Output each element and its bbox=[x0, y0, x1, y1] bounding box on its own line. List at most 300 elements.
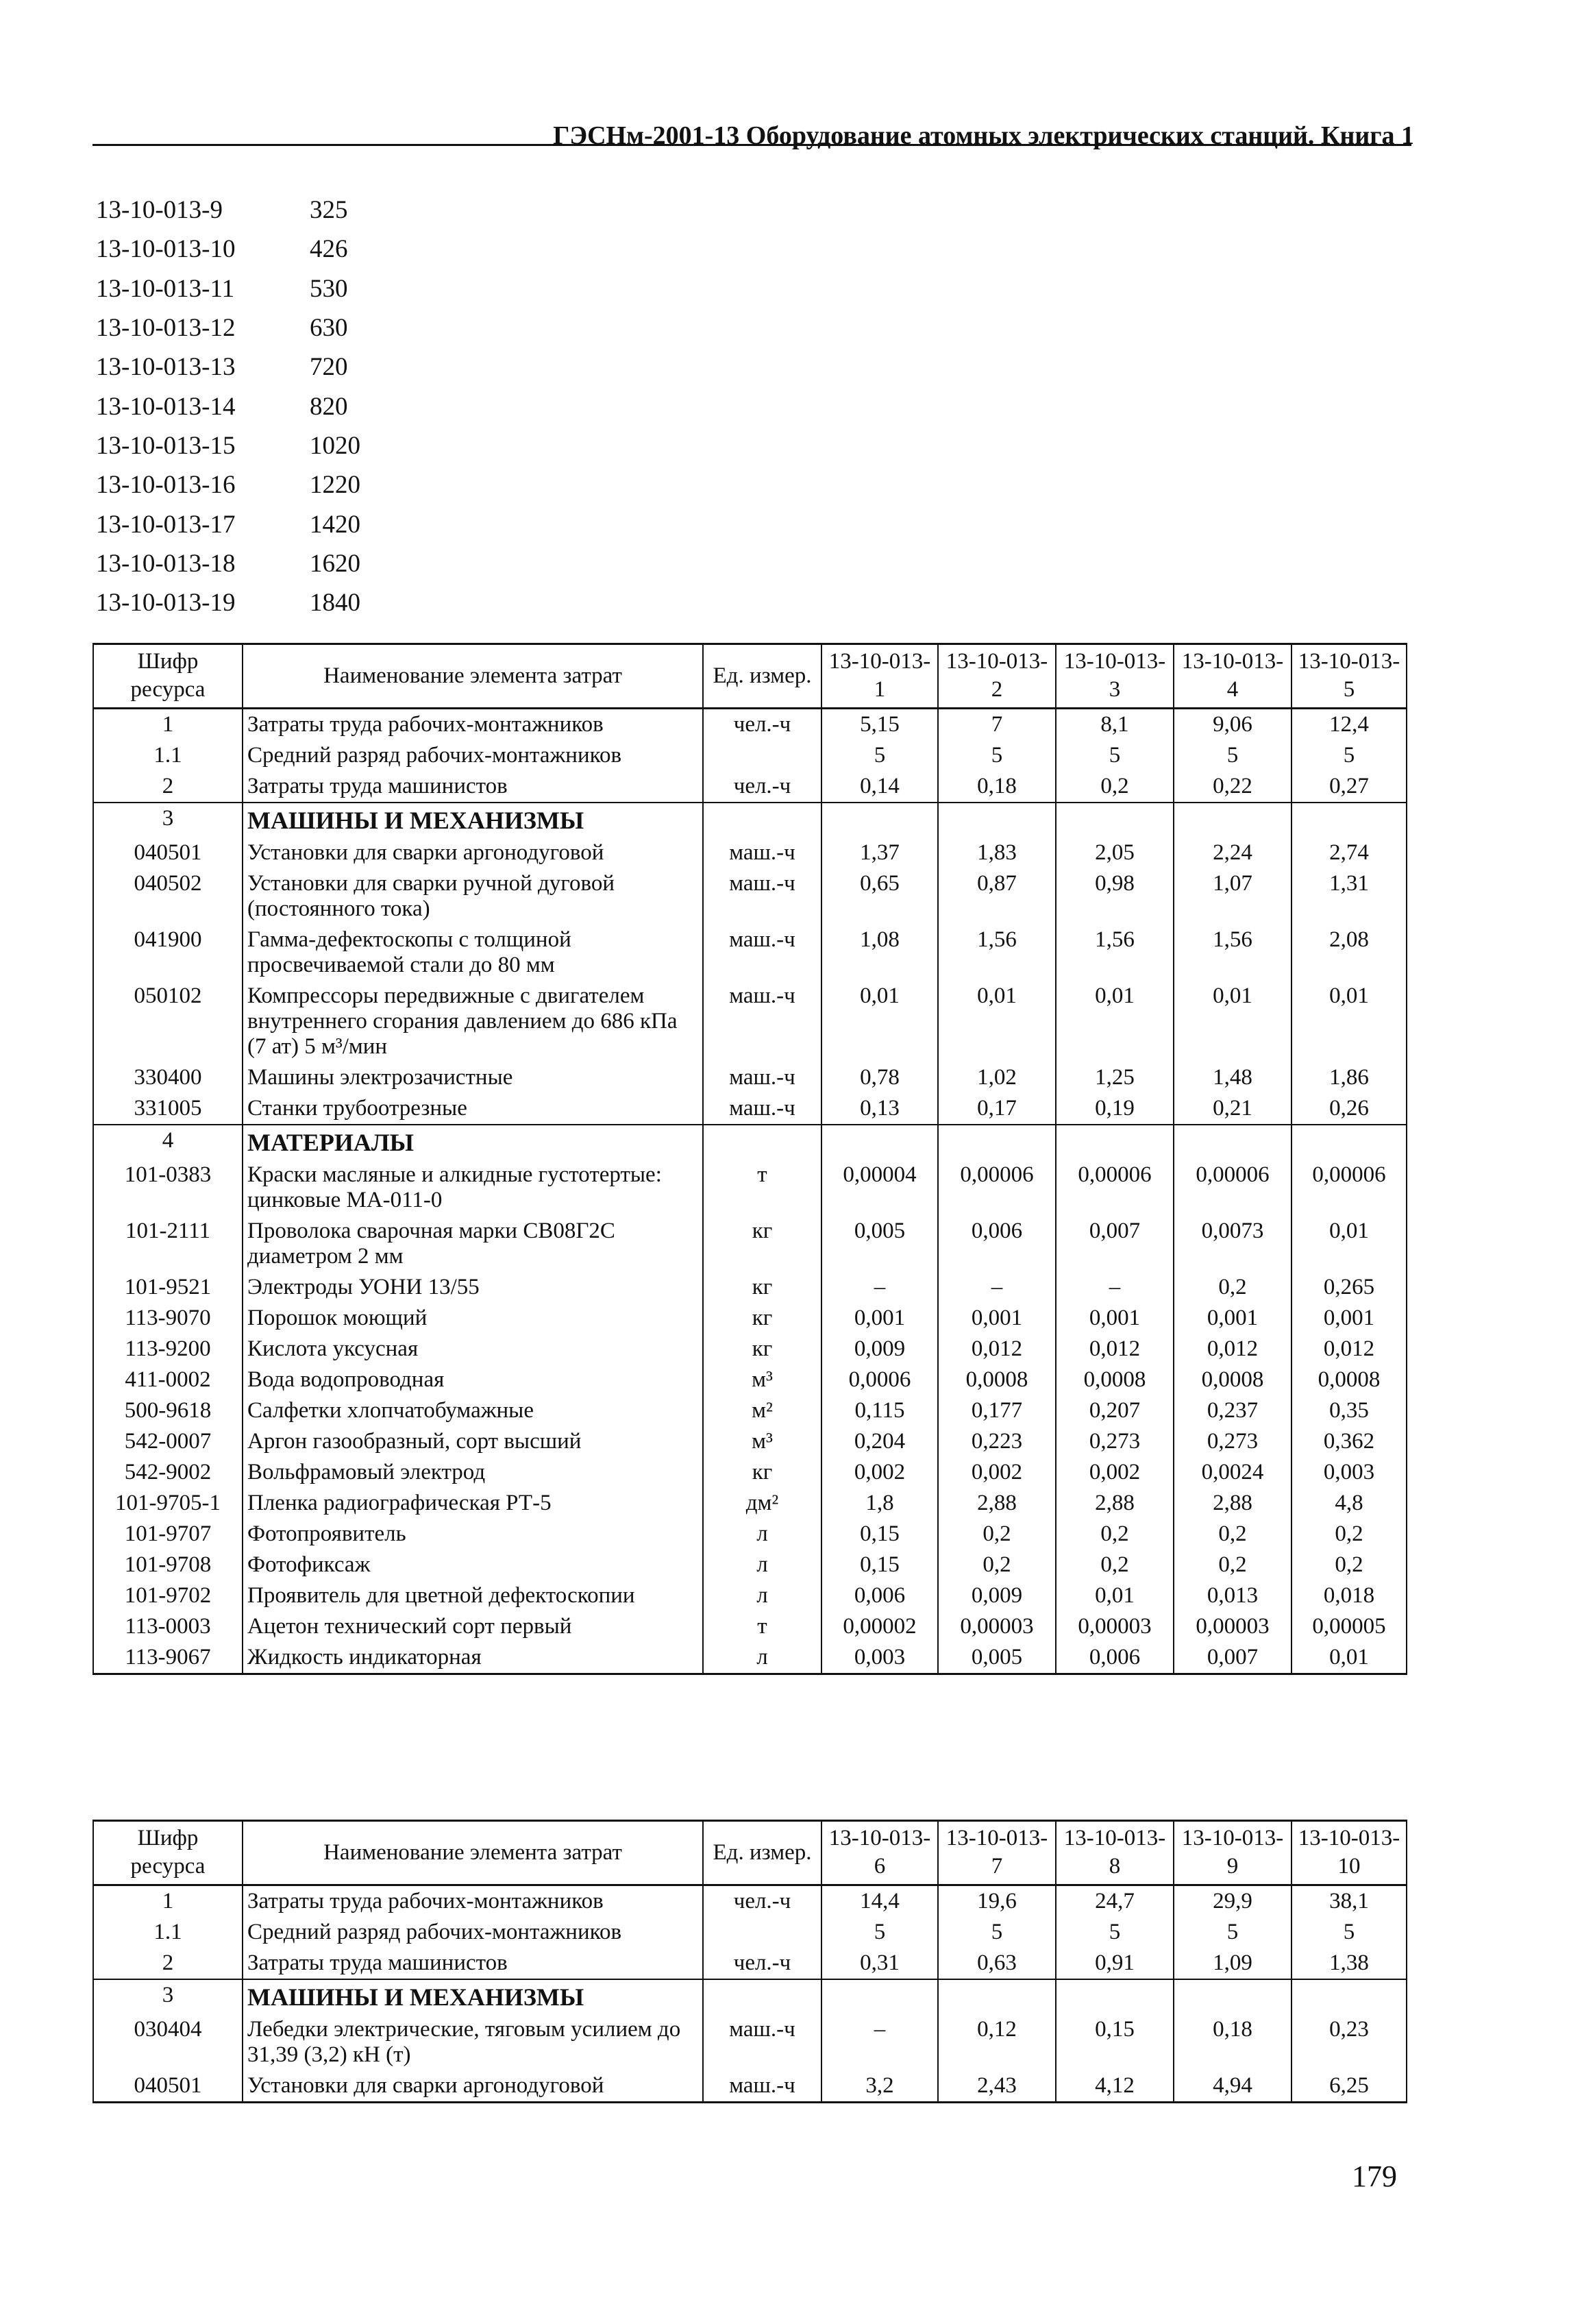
norm-value: 2,88 bbox=[938, 1488, 1056, 1519]
code-list-row bbox=[96, 426, 360, 465]
resource-name: Жидкость индикаторная bbox=[243, 1642, 703, 1674]
resource-name: Станки трубоотрезные bbox=[243, 1093, 703, 1125]
norm-value: 0,01 bbox=[938, 981, 1056, 1062]
norm-value: 19,6 bbox=[938, 1885, 1056, 1917]
resource-name: Фотофиксаж bbox=[243, 1550, 703, 1580]
norm-value: 0,01 bbox=[1291, 981, 1407, 1062]
norm-value: 0,87 bbox=[938, 868, 1056, 925]
item-diameter: 1220 bbox=[310, 471, 360, 500]
norm-value bbox=[1291, 1125, 1407, 1160]
resource-code: 040501 bbox=[93, 2070, 243, 2103]
norm-value: 1,08 bbox=[821, 925, 938, 981]
norm-value: 0,005 bbox=[821, 1216, 938, 1272]
table-row bbox=[93, 981, 1407, 1062]
norm-value: 0,01 bbox=[1056, 981, 1174, 1062]
norm-value: 0,91 bbox=[1056, 1948, 1174, 1979]
resource-name: Машины электрозачистные bbox=[243, 1062, 703, 1093]
resource-name: Вода водопроводная bbox=[243, 1365, 703, 1395]
item-code: 13-10-013-9 bbox=[96, 196, 223, 225]
norm-value: 0,2 bbox=[938, 1550, 1056, 1580]
resource-unit: т bbox=[703, 1611, 821, 1642]
resource-unit: маш.-ч bbox=[703, 837, 821, 868]
norm-value: 0,00004 bbox=[821, 1160, 938, 1216]
resource-name: Проявитель для цветной дефектоскопии bbox=[243, 1580, 703, 1611]
item-code: 13-10-013-19 bbox=[96, 589, 236, 617]
norm-value: 5 bbox=[1174, 740, 1291, 771]
resource-code: 1.1 bbox=[93, 740, 243, 771]
col-header-unit: Ед. измер. bbox=[703, 644, 821, 709]
table-row bbox=[93, 1365, 1407, 1395]
norm-value: 0,012 bbox=[1174, 1334, 1291, 1365]
norm-value: 0,00006 bbox=[1174, 1160, 1291, 1216]
resource-code: 113-0003 bbox=[93, 1611, 243, 1642]
code-list-row bbox=[96, 583, 360, 622]
resource-unit bbox=[703, 1125, 821, 1160]
norm-value: – bbox=[821, 1272, 938, 1303]
col-header-code: Шифр ресурса bbox=[93, 1821, 243, 1885]
resource-unit: кг bbox=[703, 1457, 821, 1488]
norm-value: 0,273 bbox=[1056, 1426, 1174, 1457]
norm-value: 12,4 bbox=[1291, 708, 1407, 740]
norm-value: 1,02 bbox=[938, 1062, 1056, 1093]
norm-value: 1,37 bbox=[821, 837, 938, 868]
resource-code: 330400 bbox=[93, 1062, 243, 1093]
norm-value: 0,001 bbox=[1174, 1303, 1291, 1334]
norm-value: 5 bbox=[1056, 740, 1174, 771]
norm-value: 9,06 bbox=[1174, 708, 1291, 740]
resource-unit: чел.-ч bbox=[703, 1885, 821, 1917]
resource-name: Порошок моющий bbox=[243, 1303, 703, 1334]
col-header-norm: 13-10-013-7 bbox=[938, 1821, 1056, 1885]
col-header-norm: 13-10-013-5 bbox=[1291, 644, 1407, 709]
norm-value bbox=[1291, 803, 1407, 837]
norm-value: 0,006 bbox=[938, 1216, 1056, 1272]
table-row bbox=[93, 1426, 1407, 1457]
norm-value: 0,01 bbox=[821, 981, 938, 1062]
resource-unit: т bbox=[703, 1160, 821, 1216]
col-header-norm: 13-10-013-4 bbox=[1174, 644, 1291, 709]
resource-unit: кг bbox=[703, 1216, 821, 1272]
norm-value: 0,362 bbox=[1291, 1426, 1407, 1457]
norm-value: 2,74 bbox=[1291, 837, 1407, 868]
resource-name: МАШИНЫ И МЕХАНИЗМЫ bbox=[243, 803, 703, 837]
resource-code: 041900 bbox=[93, 925, 243, 981]
resource-unit bbox=[703, 803, 821, 837]
resource-name: Кислота уксусная bbox=[243, 1334, 703, 1365]
resource-unit: чел.-ч bbox=[703, 1948, 821, 1979]
norm-value: 0,003 bbox=[821, 1642, 938, 1674]
norm-value: 4,12 bbox=[1056, 2070, 1174, 2103]
code-list-row bbox=[96, 230, 360, 269]
resource-name: МАШИНЫ И МЕХАНИЗМЫ bbox=[243, 1979, 703, 2014]
resource-code: 050102 bbox=[93, 981, 243, 1062]
norm-value: 0,2 bbox=[1291, 1550, 1407, 1580]
norm-value: 0,63 bbox=[938, 1948, 1056, 1979]
norm-value bbox=[1291, 1979, 1407, 2014]
resource-name: Средний разряд рабочих-монтажников bbox=[243, 1917, 703, 1948]
norm-value: 0,007 bbox=[1174, 1642, 1291, 1674]
col-header-name: Наименование элемента затрат bbox=[243, 644, 703, 709]
norm-value: 4,8 bbox=[1291, 1488, 1407, 1519]
norm-value: 0,15 bbox=[821, 1519, 938, 1550]
resource-code: 2 bbox=[93, 771, 243, 803]
item-diameter: 1020 bbox=[310, 431, 360, 460]
resource-unit: маш.-ч bbox=[703, 2070, 821, 2103]
item-code: 13-10-013-13 bbox=[96, 353, 236, 382]
norm-value: 0,00003 bbox=[1174, 1611, 1291, 1642]
norm-value: 0,207 bbox=[1056, 1395, 1174, 1426]
resource-name: Установки для сварки аргонодуговой bbox=[243, 837, 703, 868]
table-row bbox=[93, 1395, 1407, 1426]
norm-value: 5 bbox=[1174, 1917, 1291, 1948]
norm-value: 2,43 bbox=[938, 2070, 1056, 2103]
norm-value: 0,12 bbox=[938, 2014, 1056, 2070]
norm-value: 4,94 bbox=[1174, 2070, 1291, 2103]
norm-value: 1,8 bbox=[821, 1488, 938, 1519]
norm-value: 0,009 bbox=[938, 1580, 1056, 1611]
norm-value: 5,15 bbox=[821, 708, 938, 740]
norm-value: 1,83 bbox=[938, 837, 1056, 868]
norm-value: 0,2 bbox=[1056, 771, 1174, 803]
norm-value: 0,00006 bbox=[938, 1160, 1056, 1216]
col-header-unit: Ед. измер. bbox=[703, 1821, 821, 1885]
resource-unit: маш.-ч bbox=[703, 925, 821, 981]
resource-code: 101-9707 bbox=[93, 1519, 243, 1550]
norm-value: 0,78 bbox=[821, 1062, 938, 1093]
norm-value: 0,001 bbox=[938, 1303, 1056, 1334]
resource-unit: м² bbox=[703, 1395, 821, 1426]
col-header-name: Наименование элемента затрат bbox=[243, 1821, 703, 1885]
item-diameter: 530 bbox=[310, 274, 348, 303]
col-header-norm: 13-10-013-1 bbox=[821, 644, 938, 709]
resource-unit: л bbox=[703, 1642, 821, 1674]
norm-value: 1,31 bbox=[1291, 868, 1407, 925]
norm-value: – bbox=[821, 2014, 938, 2070]
code-list-row bbox=[96, 269, 360, 308]
norm-value: 1,09 bbox=[1174, 1948, 1291, 1979]
table-row bbox=[93, 1303, 1407, 1334]
item-code: 13-10-013-16 bbox=[96, 471, 236, 500]
norm-value: 0,237 bbox=[1174, 1395, 1291, 1426]
item-code: 13-10-013-15 bbox=[96, 431, 236, 460]
norm-value: 0,18 bbox=[938, 771, 1056, 803]
norm-value: 1,48 bbox=[1174, 1062, 1291, 1093]
norm-value: 0,00005 bbox=[1291, 1611, 1407, 1642]
section-row bbox=[93, 1125, 1407, 1160]
table-row bbox=[93, 868, 1407, 925]
norm-value: 0,012 bbox=[1291, 1334, 1407, 1365]
norm-value: 0,0008 bbox=[1174, 1365, 1291, 1395]
norm-value: 0,17 bbox=[938, 1093, 1056, 1125]
resource-code: 3 bbox=[93, 1979, 243, 2014]
item-code: 13-10-013-12 bbox=[96, 314, 236, 343]
norm-value: 0,01 bbox=[1174, 981, 1291, 1062]
item-diameter: 1420 bbox=[310, 510, 360, 539]
code-list-row bbox=[96, 347, 360, 387]
item-code: 13-10-013-17 bbox=[96, 510, 236, 539]
table-row bbox=[93, 1160, 1407, 1216]
resource-unit: л bbox=[703, 1519, 821, 1550]
norm-value: 5 bbox=[821, 1917, 938, 1948]
resource-name: МАТЕРИАЛЫ bbox=[243, 1125, 703, 1160]
norm-value: 0,21 bbox=[1174, 1093, 1291, 1125]
code-list-row bbox=[96, 504, 360, 543]
norm-value bbox=[821, 1125, 938, 1160]
col-header-norm: 13-10-013-10 bbox=[1291, 1821, 1407, 1885]
item-code: 13-10-013-11 bbox=[96, 274, 235, 303]
resource-unit: чел.-ч bbox=[703, 708, 821, 740]
table-row bbox=[93, 1216, 1407, 1272]
norm-value: 1,38 bbox=[1291, 1948, 1407, 1979]
resource-name: Ацетон технический сорт первый bbox=[243, 1611, 703, 1642]
code-list-row bbox=[96, 191, 360, 230]
resource-code: 542-9002 bbox=[93, 1457, 243, 1488]
norm-value: 0,012 bbox=[1056, 1334, 1174, 1365]
norm-value: 2,08 bbox=[1291, 925, 1407, 981]
norm-value: – bbox=[1056, 1272, 1174, 1303]
norm-value: 1,07 bbox=[1174, 868, 1291, 925]
code-list-row bbox=[96, 465, 360, 504]
item-diameter: 325 bbox=[310, 196, 348, 225]
item-code: 13-10-013-10 bbox=[96, 235, 236, 264]
norm-value: 0,2 bbox=[1174, 1272, 1291, 1303]
norm-value: 0,002 bbox=[821, 1457, 938, 1488]
norm-value: 0,2 bbox=[1291, 1519, 1407, 1550]
table-row bbox=[93, 771, 1407, 803]
item-diameter: 720 bbox=[310, 353, 348, 382]
norm-value: 0,35 bbox=[1291, 1395, 1407, 1426]
norm-value: 0,223 bbox=[938, 1426, 1056, 1457]
norm-value bbox=[1056, 803, 1174, 837]
table-header-row bbox=[93, 644, 1407, 709]
item-code: 13-10-013-18 bbox=[96, 549, 236, 578]
resource-unit: м³ bbox=[703, 1426, 821, 1457]
resource-unit: маш.-ч bbox=[703, 981, 821, 1062]
resource-code: 030404 bbox=[93, 2014, 243, 2070]
resource-unit: кг bbox=[703, 1303, 821, 1334]
resource-code: 500-9618 bbox=[93, 1395, 243, 1426]
norm-value: 1,25 bbox=[1056, 1062, 1174, 1093]
page-header-title: ГЭСНм-2001-13 Оборудование атомных электрических станций. Книга 1 bbox=[553, 121, 1414, 150]
norm-value: 0,001 bbox=[1056, 1303, 1174, 1334]
resource-name: Компрессоры передвижные с двигателем внутреннего сгорания давлением до 686 кПа (7 ат) 5 м³/мин bbox=[243, 981, 703, 1062]
norm-value: 14,4 bbox=[821, 1885, 938, 1917]
table-row bbox=[93, 1885, 1407, 1917]
resource-code: 101-2111 bbox=[93, 1216, 243, 1272]
resource-code: 113-9070 bbox=[93, 1303, 243, 1334]
norm-value: 0,009 bbox=[821, 1334, 938, 1365]
table-row bbox=[93, 708, 1407, 740]
norm-value: 0,15 bbox=[1056, 2014, 1174, 2070]
norm-value: 0,18 bbox=[1174, 2014, 1291, 2070]
norm-value bbox=[938, 803, 1056, 837]
resource-code: 1.1 bbox=[93, 1917, 243, 1948]
table-row bbox=[93, 1550, 1407, 1580]
norm-value bbox=[1174, 1125, 1291, 1160]
norm-value: 5 bbox=[1056, 1917, 1174, 1948]
resource-code: 101-9705-1 bbox=[93, 1488, 243, 1519]
norm-value: 0,2 bbox=[938, 1519, 1056, 1550]
norm-value: 0,115 bbox=[821, 1395, 938, 1426]
norm-value bbox=[1174, 803, 1291, 837]
section-row bbox=[93, 803, 1407, 837]
resource-code: 040502 bbox=[93, 868, 243, 925]
col-header-code: Шифр ресурса bbox=[93, 644, 243, 709]
norm-value: 0,00006 bbox=[1056, 1160, 1174, 1216]
norm-value: 0,2 bbox=[1174, 1550, 1291, 1580]
resource-unit: л bbox=[703, 1580, 821, 1611]
table-row bbox=[93, 1580, 1407, 1611]
table-row bbox=[93, 925, 1407, 981]
code-list-row bbox=[96, 308, 360, 347]
table-row bbox=[93, 1917, 1407, 1948]
table-row bbox=[93, 1519, 1407, 1550]
norm-value: 5 bbox=[938, 740, 1056, 771]
resource-name: Затраты труда машинистов bbox=[243, 771, 703, 803]
norm-value: 0,15 bbox=[821, 1550, 938, 1580]
resource-unit bbox=[703, 1917, 821, 1948]
norm-value bbox=[821, 803, 938, 837]
table-row bbox=[93, 1093, 1407, 1125]
resource-code: 101-9521 bbox=[93, 1272, 243, 1303]
norm-value: 5 bbox=[938, 1917, 1056, 1948]
resource-name: Электроды УОНИ 13/55 bbox=[243, 1272, 703, 1303]
table-row bbox=[93, 1334, 1407, 1365]
item-diameter: 630 bbox=[310, 314, 348, 343]
norm-value: 0,265 bbox=[1291, 1272, 1407, 1303]
norm-value: 0,0008 bbox=[1056, 1365, 1174, 1395]
resource-name: Затраты труда рабочих-монтажников bbox=[243, 1885, 703, 1917]
norm-value: 24,7 bbox=[1056, 1885, 1174, 1917]
norm-value: 5 bbox=[821, 740, 938, 771]
resource-code: 113-9200 bbox=[93, 1334, 243, 1365]
norm-value: 0,001 bbox=[1291, 1303, 1407, 1334]
resource-code: 331005 bbox=[93, 1093, 243, 1125]
item-diameter: 426 bbox=[310, 235, 348, 264]
resource-name: Установки для сварки ручной дуговой (постоянного тока) bbox=[243, 868, 703, 925]
norm-value: 0,007 bbox=[1056, 1216, 1174, 1272]
norm-value: 5 bbox=[1291, 1917, 1407, 1948]
norm-value bbox=[1056, 1979, 1174, 2014]
norm-value: 0,19 bbox=[1056, 1093, 1174, 1125]
resource-code: 113-9067 bbox=[93, 1642, 243, 1674]
item-diameter: 1620 bbox=[310, 549, 360, 578]
norm-value: 8,1 bbox=[1056, 708, 1174, 740]
resource-unit: маш.-ч bbox=[703, 2014, 821, 2070]
norm-value bbox=[1174, 1979, 1291, 2014]
norm-value: 0,006 bbox=[1056, 1642, 1174, 1674]
norm-value: 0,002 bbox=[938, 1457, 1056, 1488]
resource-code: 4 bbox=[93, 1125, 243, 1160]
norm-value: 0,006 bbox=[821, 1580, 938, 1611]
resource-code: 101-0383 bbox=[93, 1160, 243, 1216]
resource-code: 3 bbox=[93, 803, 243, 837]
resource-name: Затраты труда машинистов bbox=[243, 1948, 703, 1979]
norm-value: 0,14 bbox=[821, 771, 938, 803]
resource-name: Лебедки электрические, тяговым усилием до 31,39 (3,2) кН (т) bbox=[243, 2014, 703, 2070]
norm-value: 0,27 bbox=[1291, 771, 1407, 803]
norm-value: 0,177 bbox=[938, 1395, 1056, 1426]
code-diameter-list bbox=[96, 191, 360, 622]
norm-value: 0,13 bbox=[821, 1093, 938, 1125]
resource-unit bbox=[703, 1979, 821, 2014]
norm-table-1 bbox=[92, 643, 1407, 1675]
col-header-norm: 13-10-013-8 bbox=[1056, 1821, 1174, 1885]
col-header-norm: 13-10-013-2 bbox=[938, 644, 1056, 709]
norm-value: 0,01 bbox=[1056, 1580, 1174, 1611]
norm-value: 0,2 bbox=[1174, 1519, 1291, 1550]
norm-value: 38,1 bbox=[1291, 1885, 1407, 1917]
resource-name: Аргон газообразный, сорт высший bbox=[243, 1426, 703, 1457]
resource-code: 040501 bbox=[93, 837, 243, 868]
resource-code: 1 bbox=[93, 1885, 243, 1917]
norm-value: 0,01 bbox=[1291, 1642, 1407, 1674]
table-row bbox=[93, 2014, 1407, 2070]
resource-code: 101-9708 bbox=[93, 1550, 243, 1580]
norm-value: 2,88 bbox=[1174, 1488, 1291, 1519]
norm-value: 0,0024 bbox=[1174, 1457, 1291, 1488]
resource-code: 411-0002 bbox=[93, 1365, 243, 1395]
table-row bbox=[93, 1948, 1407, 1979]
resource-name: Фотопроявитель bbox=[243, 1519, 703, 1550]
resource-code: 542-0007 bbox=[93, 1426, 243, 1457]
table-row bbox=[93, 837, 1407, 868]
norm-value: 0,26 bbox=[1291, 1093, 1407, 1125]
norm-value: 0,2 bbox=[1056, 1519, 1174, 1550]
norm-value: 0,012 bbox=[938, 1334, 1056, 1365]
norm-value: 0,0073 bbox=[1174, 1216, 1291, 1272]
norm-value: 0,31 bbox=[821, 1948, 938, 1979]
resource-name: Установки для сварки аргонодуговой bbox=[243, 2070, 703, 2103]
norm-value: 2,05 bbox=[1056, 837, 1174, 868]
norm-value: 0,0006 bbox=[821, 1365, 938, 1395]
table-row bbox=[93, 1062, 1407, 1093]
resource-unit: маш.-ч bbox=[703, 1062, 821, 1093]
norm-value: 2,24 bbox=[1174, 837, 1291, 868]
table-row bbox=[93, 2070, 1407, 2103]
table-row bbox=[93, 740, 1407, 771]
item-code: 13-10-013-14 bbox=[96, 392, 236, 421]
norm-value: 0,2 bbox=[1056, 1550, 1174, 1580]
norm-value: 0,013 bbox=[1174, 1580, 1291, 1611]
norm-value: 0,98 bbox=[1056, 868, 1174, 925]
code-list-row bbox=[96, 387, 360, 426]
norm-value: 6,25 bbox=[1291, 2070, 1407, 2103]
norm-value: 29,9 bbox=[1174, 1885, 1291, 1917]
norm-value: 0,001 bbox=[821, 1303, 938, 1334]
norm-value: 5 bbox=[1291, 740, 1407, 771]
resource-name: Проволока сварочная марки СВ08Г2С диаметром 2 мм bbox=[243, 1216, 703, 1272]
table-row bbox=[93, 1611, 1407, 1642]
resource-unit: кг bbox=[703, 1334, 821, 1365]
norm-value: 0,65 bbox=[821, 868, 938, 925]
resource-unit: маш.-ч bbox=[703, 1093, 821, 1125]
norm-value bbox=[1056, 1125, 1174, 1160]
norm-value: 0,0008 bbox=[1291, 1365, 1407, 1395]
item-diameter: 820 bbox=[310, 392, 348, 421]
resource-name: Салфетки хлопчатобумажные bbox=[243, 1395, 703, 1426]
norm-value: 0,0008 bbox=[938, 1365, 1056, 1395]
norm-value: 0,003 bbox=[1291, 1457, 1407, 1488]
table-header-row bbox=[93, 1821, 1407, 1885]
norm-value bbox=[938, 1125, 1056, 1160]
col-header-norm: 13-10-013-9 bbox=[1174, 1821, 1291, 1885]
norm-value: 1,56 bbox=[938, 925, 1056, 981]
resource-unit: м³ bbox=[703, 1365, 821, 1395]
norm-value: 0,22 bbox=[1174, 771, 1291, 803]
header-rule bbox=[92, 144, 1411, 146]
norm-value: 2,88 bbox=[1056, 1488, 1174, 1519]
